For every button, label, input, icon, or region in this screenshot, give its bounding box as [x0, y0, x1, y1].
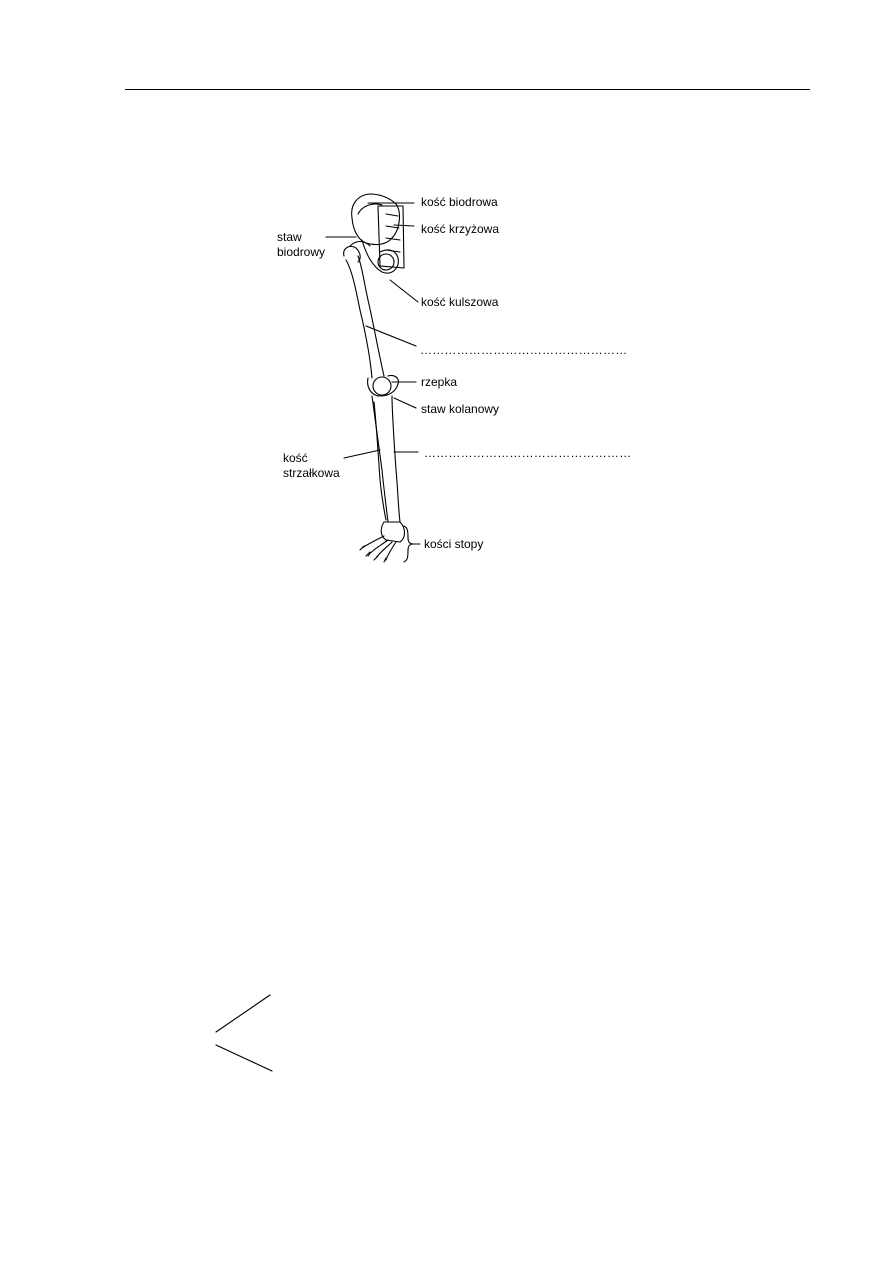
foot-brace	[404, 526, 413, 562]
blank-tibia: ……………………………………………	[424, 446, 632, 460]
label-kosc-kulszowa: kość kulszowa	[421, 295, 499, 309]
blank-femur: ……………………………………………	[420, 343, 628, 357]
ilium-bone	[352, 194, 400, 245]
fibula-bone	[374, 402, 386, 520]
label-kosc-biodrowa: kość biodrowa	[421, 195, 498, 209]
femur-bone	[346, 260, 372, 378]
lower-line-up	[216, 995, 270, 1032]
label-staw-kolanowy: staw kolanowy	[421, 402, 500, 416]
tibia-bone	[372, 396, 388, 522]
label-kosc-strzalkowa-1: kość	[283, 451, 308, 465]
lower-line-down	[216, 1045, 272, 1071]
foot-bones	[381, 522, 404, 542]
label-kosc-strzalkowa-2: strzałkowa	[283, 466, 340, 480]
label-kosci-stopy: kości stopy	[424, 537, 484, 551]
label-kosc-krzyzowa: kość krzyżowa	[421, 222, 500, 236]
label-staw-biodrowy-1: staw	[277, 230, 302, 244]
label-staw-biodrowy-2: biodrowy	[277, 245, 326, 259]
femur-condyles	[368, 375, 399, 396]
patella-bone	[373, 377, 391, 395]
label-rzepka: rzepka	[421, 375, 458, 389]
